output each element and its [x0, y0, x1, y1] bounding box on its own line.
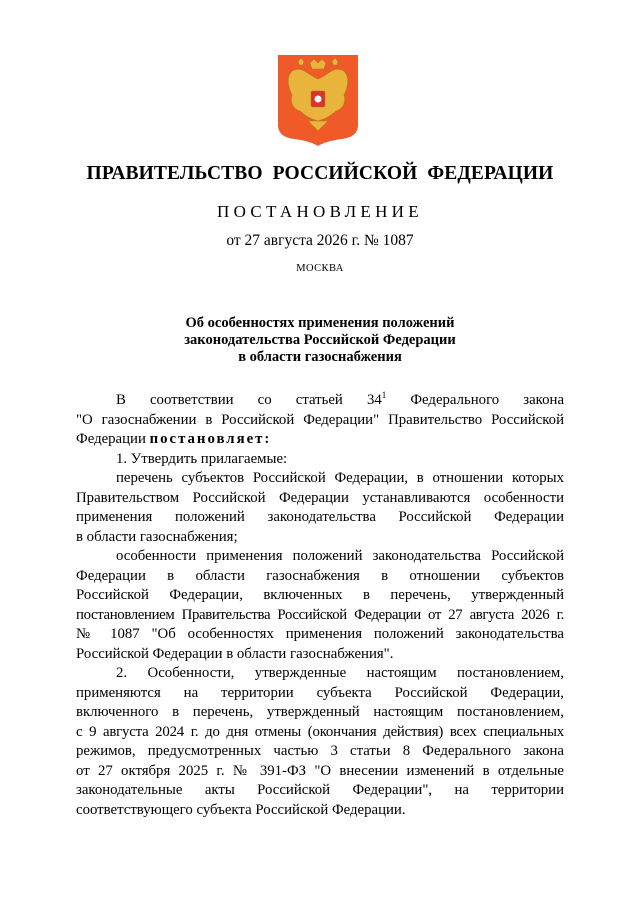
- body-line: постановлением Правительства Российской Федерации от 27 августа 2026 г.: [76, 606, 564, 623]
- item-1: 1. Утвердить прилагаемые:: [116, 450, 288, 467]
- body-line: Российской Федерации, включенных в перечень, утвержденный: [76, 587, 564, 603]
- document-date-number: от 27 августа 2026 г. № 1087: [226, 232, 414, 249]
- document-type: ПОСТАНОВЛЕНИЕ: [217, 202, 423, 221]
- body-line: перечень субъектов Российской Федерации, в отношении которых: [116, 470, 564, 486]
- body-line: применения положений законодательства Российской Федерации: [76, 509, 564, 525]
- item-2: 2. Особенности, утвержденные настоящим постановлением,: [116, 665, 564, 681]
- body-line: Правительством Российской Федерации устанавливаются особенности: [76, 489, 564, 506]
- document-body: [76, 391, 564, 820]
- body-line: № 1087 "Об особенностях применения положений законодательства: [76, 626, 564, 642]
- body-line: режимов, предусмотренных частью 3 статьи 8 Федерального закона: [76, 743, 564, 759]
- document-title: [0, 315, 640, 366]
- body-line: законодательные акты Российской Федерации", на территории: [76, 782, 564, 798]
- body-line: В соответствии со статьей $34^1$ Федерального закона: [116, 390, 565, 408]
- body-line: в области газоснабжения;: [76, 528, 238, 545]
- coat-of-arms-emblem: [278, 55, 358, 146]
- body-line: соответствующего субъекта Российской Федерации.: [76, 801, 406, 818]
- body-line: Российской Федерации в области газоснабжения".: [76, 645, 394, 662]
- resolves-word: постановляет:: [149, 431, 272, 447]
- government-header: ПРАВИТЕЛЬСТВО РОССИЙСКОЙ ФЕДЕРАЦИИ: [86, 163, 554, 184]
- body-line: применяются на территории субъекта Российской Федерации,: [76, 684, 564, 701]
- title-line: Об особенностях применения положений: [185, 315, 455, 331]
- body-line: включенного в перечень, утвержденный настоящим постановлением,: [76, 704, 564, 720]
- body-line: "О газоснабжении в Российской Федерации" Правительство Российской: [76, 411, 564, 428]
- title-line: законодательства Российской Федерации: [184, 332, 456, 348]
- body-line: с 9 августа 2024 г. до дня отмены (окончания действия) всех специальных: [76, 723, 564, 740]
- body-line: Федерации в области газоснабжения в отношении субъектов: [76, 567, 564, 584]
- city-label: МОСКВА: [296, 263, 344, 274]
- title-line: в области газоснабжения: [238, 349, 402, 365]
- body-line: от 27 октября 2025 г. № 391-ФЗ "О внесении изменений в отдельные: [76, 762, 564, 779]
- body-line: особенности применения положений законодательства Российской: [116, 548, 564, 564]
- body-line: Федерации постановляет:: [76, 431, 272, 447]
